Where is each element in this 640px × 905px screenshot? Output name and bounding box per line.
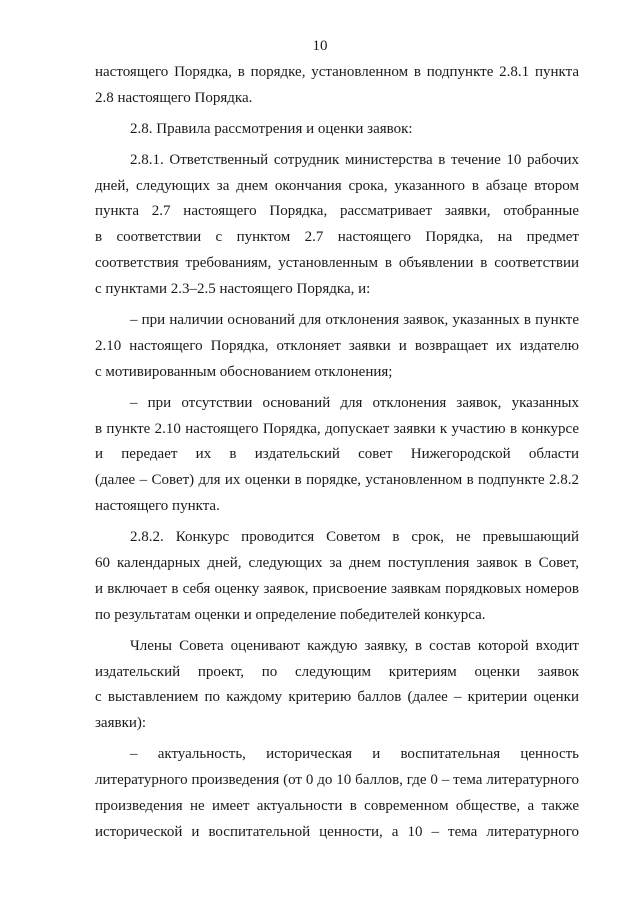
text-line: с выставлением по каждому критерию баллов (далее – критерии оценки <box>95 689 579 706</box>
text-line: и передает их в издательский совет Нижегородской области <box>95 446 579 463</box>
text-line: 2.10 настоящего Порядка, отклоняет заявки и возвращает их издателю <box>95 337 579 354</box>
page-number: 10 <box>312 38 328 54</box>
text-line: в пункте 2.10 настоящего Порядка, допускает заявки к участию в конкурсе <box>95 420 579 437</box>
text-line: пункта 2.7 настоящего Порядка, рассматривает заявки, отобранные <box>95 203 579 220</box>
text-line: – при отсутствии оснований для отклонения заявок, указанных <box>130 394 579 411</box>
text-line: издательский проект, по следующим критериям оценки заявок <box>95 663 579 680</box>
text-line: 2.8.1. Ответственный сотрудник министерства в течение 10 рабочих <box>130 151 579 168</box>
text-line: произведения не имеет актуальности в современном обществе, а также <box>95 798 579 815</box>
text-line: настоящего пункта. <box>95 498 220 515</box>
text-line: с пунктами 2.3–2.5 настоящего Порядка, и: <box>95 281 371 298</box>
text-line: – актуальность, историческая и воспитательная ценность <box>130 746 579 763</box>
text-line: 60 календарных дней, следующих за днем поступления заявок в Совет, <box>95 555 579 572</box>
text-line: по результатам оценки и определение победителей конкурса. <box>95 606 486 623</box>
text-line: и включает в себя оценку заявок, присвоение заявкам порядковых номеров <box>95 580 579 597</box>
text-line: соответствия требованиям, установленным в объявлении в соответствии <box>95 255 579 272</box>
text-line: настоящего Порядка, в порядке, установленном в подпункте 2.8.1 пункта <box>95 64 579 80</box>
body-text <box>95 60 579 846</box>
text-line: (далее – Совет) для их оценки в порядке, установленном в подпункте 2.8.2 <box>95 472 579 489</box>
text-line: дней, следующих за днем окончания срока, указанного в абзаце втором <box>95 177 579 194</box>
text-line: Члены Совета оценивают каждую заявку, в состав которой входит <box>130 637 579 654</box>
text-line: – при наличии оснований для отклонения заявок, указанных в пункте <box>130 312 579 329</box>
text-line: 2.8. Правила рассмотрения и оценки заявок: <box>130 120 413 137</box>
text-line: 2.8.2. Конкурс проводится Советом в срок, не превышающий <box>130 529 579 546</box>
text-line: с мотивированным обоснованием отклонения; <box>95 363 393 380</box>
text-line: в соответствии с пунктом 2.7 настоящего Порядка, на предмет <box>95 229 579 246</box>
text-line: исторической и воспитательной ценности, а 10 – тема литературного <box>95 823 579 840</box>
text-line: литературного произведения (от 0 до 10 баллов, где 0 – тема литературного <box>95 772 579 789</box>
text-line: заявки): <box>95 715 147 732</box>
text-line: 2.8 настоящего Порядка. <box>95 89 253 106</box>
